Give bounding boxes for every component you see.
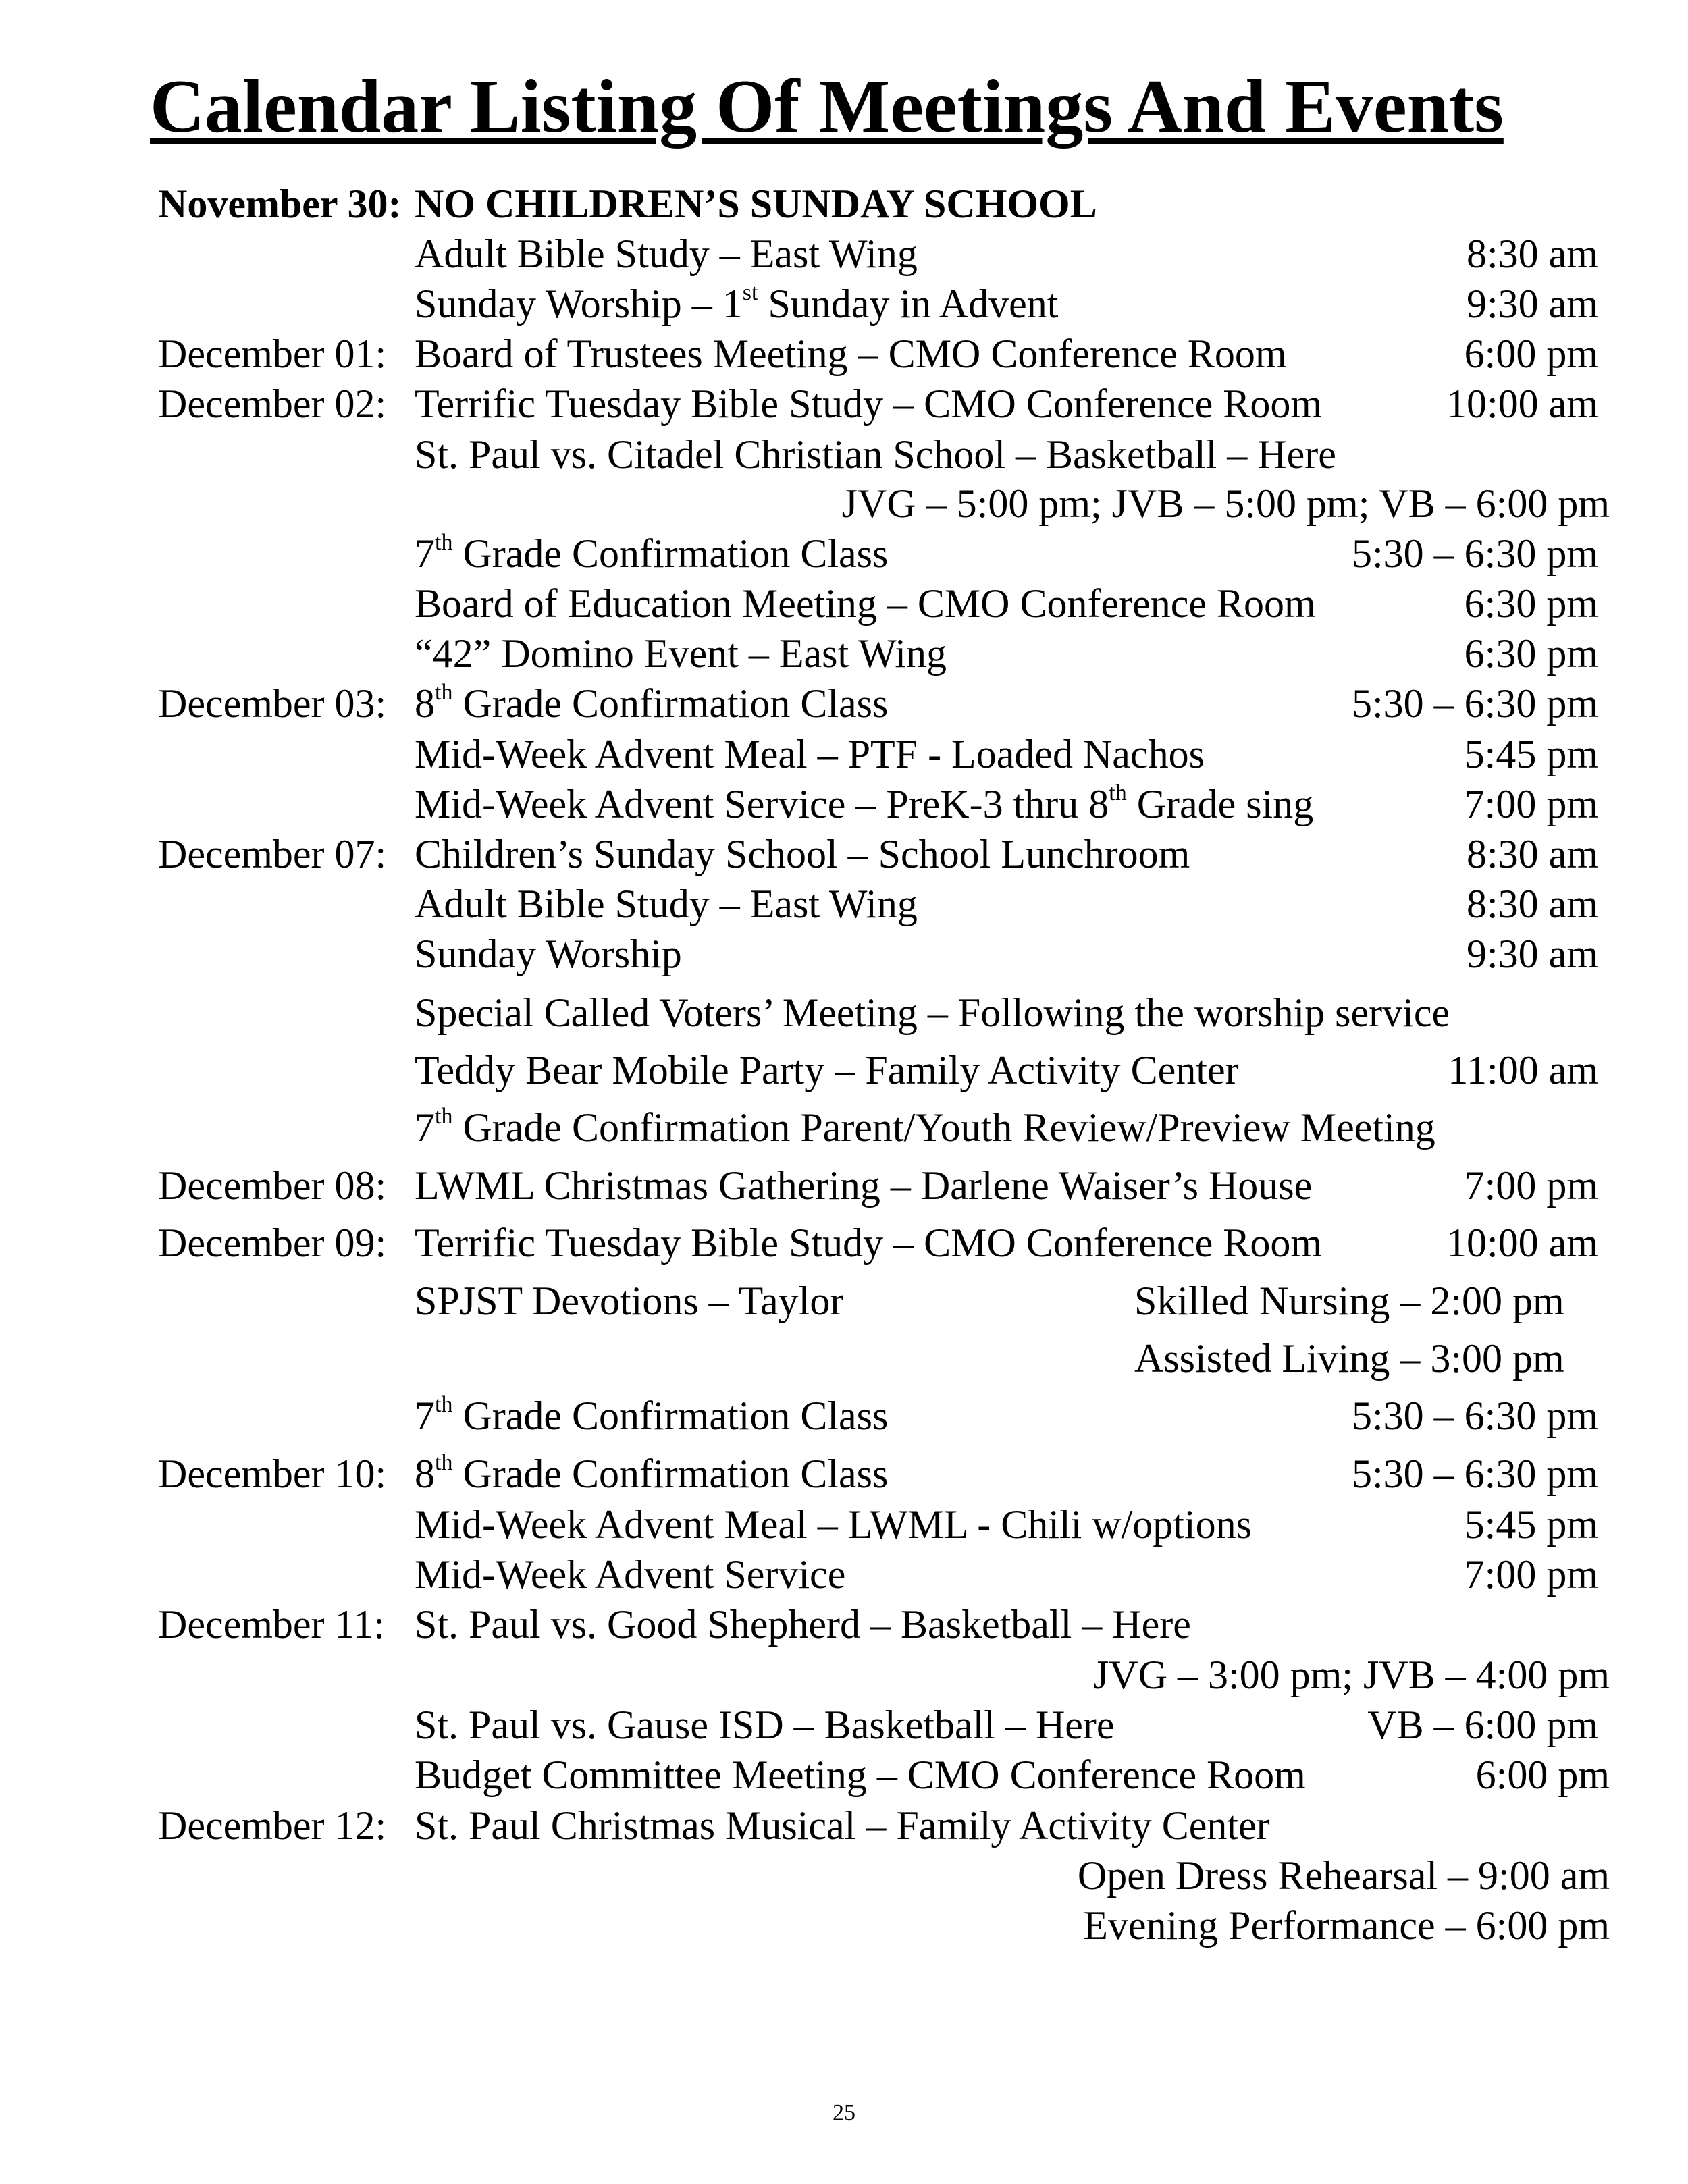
event-description-part: 7 bbox=[415, 1105, 435, 1150]
event-description: Adult Bible Study – East Wing bbox=[415, 232, 918, 276]
event-time: 10:00 am bbox=[1446, 1221, 1598, 1265]
event-description: NO CHILDREN’S SUNDAY SCHOOL bbox=[415, 182, 1097, 226]
event-description-part: Grade Confirmation Class bbox=[452, 1393, 889, 1438]
event-line bbox=[0, 1648, 1688, 1702]
event-description-part: Sunday in Advent bbox=[758, 282, 1059, 326]
event-description: St. Paul Christmas Musical – Family Activity Center bbox=[415, 1803, 1270, 1848]
event-description: Mid-Week Advent Meal – PTF - Loaded Nachos bbox=[415, 732, 1205, 776]
event-line bbox=[0, 1497, 1688, 1551]
event-line bbox=[0, 277, 1688, 331]
event-time: 5:30 – 6:30 pm bbox=[1351, 681, 1598, 726]
event-time: 11:00 am bbox=[1448, 1048, 1598, 1092]
event-description: Children’s Sunday School – School Lunchroom bbox=[415, 832, 1190, 876]
event-time: 5:30 – 6:30 pm bbox=[1351, 1451, 1598, 1496]
event-line bbox=[0, 1100, 1688, 1154]
event-description: Budget Committee Meeting – CMO Conference Room bbox=[415, 1753, 1306, 1797]
ordinal-suffix: th bbox=[435, 1104, 453, 1129]
event-description: SPJST Devotions – Taylor bbox=[415, 1279, 844, 1323]
event-line bbox=[0, 627, 1688, 681]
event-line bbox=[0, 1158, 1688, 1213]
event-time: 9:30 am bbox=[1467, 932, 1598, 976]
event-description: St. Paul vs. Gause ISD – Basketball – Here bbox=[415, 1703, 1115, 1747]
ordinal-suffix: th bbox=[435, 1392, 453, 1417]
event-line bbox=[0, 1331, 1688, 1385]
event-line bbox=[0, 1043, 1688, 1097]
event-line bbox=[0, 1547, 1688, 1601]
event-description-part: Sunday Worship – 1 bbox=[415, 282, 743, 326]
event-time: 5:30 – 6:30 pm bbox=[1351, 531, 1598, 576]
event-line bbox=[0, 1799, 1688, 1853]
event-date: December 07: bbox=[158, 832, 387, 876]
event-time: 5:45 pm bbox=[1464, 732, 1598, 776]
event-time: 5:45 pm bbox=[1464, 1502, 1598, 1547]
event-description-part: Grade Confirmation Class bbox=[452, 1451, 889, 1496]
event-time: 6:00 pm bbox=[1475, 1753, 1610, 1797]
event-line bbox=[0, 877, 1688, 931]
event-line bbox=[0, 427, 1688, 481]
event-description: Mid-Week Advent Service bbox=[415, 1552, 846, 1597]
event-description bbox=[415, 1447, 888, 1501]
event-description bbox=[415, 1100, 1435, 1154]
page-number: 25 bbox=[833, 2100, 855, 2125]
event-time: 7:00 pm bbox=[1464, 1552, 1598, 1597]
event-description-part: Mid-Week Advent Service – PreK-3 thru 8 bbox=[415, 782, 1109, 826]
ordinal-suffix: th bbox=[435, 680, 453, 705]
event-description: Special Called Voters’ Meeting – Following the worship service bbox=[415, 990, 1450, 1035]
event-line bbox=[0, 986, 1688, 1040]
event-time: 8:30 am bbox=[1467, 832, 1598, 876]
event-description: Terrific Tuesday Bible Study – CMO Conference Room bbox=[415, 1221, 1322, 1265]
event-description: LWML Christmas Gathering – Darlene Waiser’s House bbox=[415, 1163, 1313, 1208]
event-date: November 30: bbox=[158, 182, 402, 226]
event-time: VB – 6:00 pm bbox=[1367, 1703, 1598, 1747]
event-description bbox=[415, 527, 888, 581]
event-line bbox=[0, 1597, 1688, 1651]
event-description: Sunday Worship bbox=[415, 932, 682, 976]
event-line bbox=[0, 1216, 1688, 1270]
event-time: 8:30 am bbox=[1467, 882, 1598, 926]
ordinal-suffix: th bbox=[435, 530, 453, 555]
event-line bbox=[0, 527, 1688, 581]
event-line bbox=[0, 1848, 1688, 1902]
event-time: 9:30 am bbox=[1467, 282, 1598, 326]
event-description bbox=[415, 1389, 888, 1443]
event-date: December 11: bbox=[158, 1602, 385, 1647]
event-line bbox=[0, 1748, 1688, 1802]
event-date: December 09: bbox=[158, 1221, 387, 1265]
event-description-part: 8 bbox=[415, 1451, 435, 1496]
event-line bbox=[0, 327, 1688, 381]
event-date: December 10: bbox=[158, 1451, 387, 1496]
event-date: December 03: bbox=[158, 681, 387, 726]
event-line bbox=[0, 227, 1688, 281]
event-line bbox=[0, 577, 1688, 631]
event-line bbox=[0, 1898, 1688, 1952]
event-description: Mid-Week Advent Meal – LWML - Chili w/options bbox=[415, 1502, 1252, 1547]
event-description: Board of Trustees Meeting – CMO Conference Room bbox=[415, 331, 1287, 376]
event-line bbox=[0, 377, 1688, 431]
event-description: St. Paul vs. Good Shepherd – Basketball – Here bbox=[415, 1602, 1191, 1647]
event-line bbox=[0, 827, 1688, 881]
event-description-part: 7 bbox=[415, 1393, 435, 1438]
event-line bbox=[0, 1389, 1688, 1443]
event-line bbox=[0, 1447, 1688, 1501]
event-description: Board of Education Meeting – CMO Conference Room bbox=[415, 581, 1316, 626]
event-time: Skilled Nursing – 2:00 pm bbox=[1134, 1279, 1564, 1323]
event-line bbox=[0, 1698, 1688, 1752]
event-description-part: 8 bbox=[415, 681, 435, 726]
event-time: JVG – 3:00 pm; JVB – 4:00 pm bbox=[1092, 1653, 1610, 1697]
event-time: 6:00 pm bbox=[1464, 331, 1598, 376]
ordinal-suffix: th bbox=[1109, 780, 1127, 805]
event-line bbox=[0, 177, 1688, 231]
event-description-part: Grade sing bbox=[1126, 782, 1314, 826]
event-time: Assisted Living – 3:00 pm bbox=[1134, 1336, 1564, 1381]
event-line bbox=[0, 477, 1688, 531]
event-time: Evening Performance – 6:00 pm bbox=[1083, 1903, 1610, 1948]
event-line bbox=[0, 727, 1688, 781]
event-description-part: Grade Confirmation Class bbox=[452, 531, 889, 576]
event-line bbox=[0, 927, 1688, 981]
event-time: 8:30 am bbox=[1467, 232, 1598, 276]
event-time: 6:30 pm bbox=[1464, 631, 1598, 676]
event-date: December 12: bbox=[158, 1803, 387, 1848]
event-description-part: Grade Confirmation Class bbox=[452, 681, 889, 726]
event-line bbox=[0, 676, 1688, 730]
event-description: St. Paul vs. Citadel Christian School – Basketball – Here bbox=[415, 432, 1336, 477]
ordinal-suffix: st bbox=[742, 280, 758, 305]
event-time: 7:00 pm bbox=[1464, 782, 1598, 826]
event-line bbox=[0, 1274, 1688, 1328]
event-description: Adult Bible Study – East Wing bbox=[415, 882, 918, 926]
event-description bbox=[415, 676, 888, 730]
event-description: “42” Domino Event – East Wing bbox=[415, 631, 947, 676]
title-text: Calendar Listing Of Meetings And Events bbox=[150, 65, 1504, 149]
event-time: 7:00 pm bbox=[1464, 1163, 1598, 1208]
event-line bbox=[0, 777, 1688, 831]
event-description-part: 7 bbox=[415, 531, 435, 576]
event-description: Teddy Bear Mobile Party – Family Activity Center bbox=[415, 1048, 1239, 1092]
event-description bbox=[415, 777, 1313, 831]
page-title bbox=[150, 59, 1548, 154]
event-date: December 08: bbox=[158, 1163, 387, 1208]
event-date: December 01: bbox=[158, 331, 387, 376]
event-description bbox=[415, 277, 1058, 331]
event-description-part: Grade Confirmation Parent/Youth Review/Preview Meeting bbox=[452, 1105, 1435, 1150]
event-description: Terrific Tuesday Bible Study – CMO Conference Room bbox=[415, 381, 1322, 426]
event-time: JVG – 5:00 pm; JVB – 5:00 pm; VB – 6:00 pm bbox=[841, 481, 1610, 526]
event-time: 5:30 – 6:30 pm bbox=[1351, 1393, 1598, 1438]
event-time: Open Dress Rehearsal – 9:00 am bbox=[1077, 1853, 1610, 1898]
event-date: December 02: bbox=[158, 381, 387, 426]
ordinal-suffix: th bbox=[435, 1450, 453, 1475]
event-time: 6:30 pm bbox=[1464, 581, 1598, 626]
event-time: 10:00 am bbox=[1446, 381, 1598, 426]
